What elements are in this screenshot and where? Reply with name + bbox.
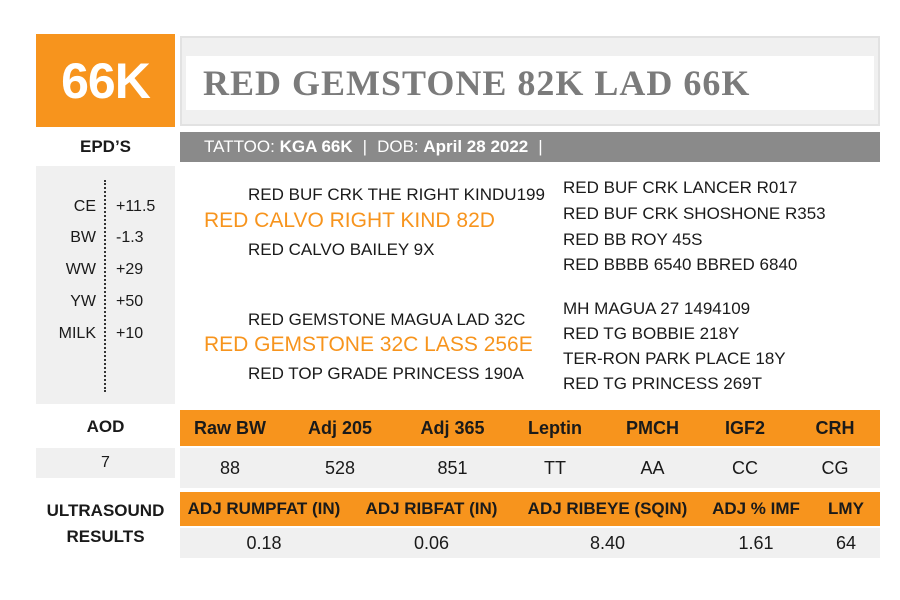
ultrasound-value: 64 [835, 533, 857, 553]
performance-header: PMCH [626, 418, 679, 438]
pedigree-dam-dam-sire: TER-RON PARK PLACE 18Y [563, 349, 786, 368]
epd-trait-value: +50 [116, 293, 144, 310]
pedigree-sire-dam: RED CALVO BAILEY 9X [248, 240, 435, 259]
tattoo-dob-bar [180, 132, 880, 162]
performance-header: Raw BW [194, 418, 266, 438]
epd-trait-name: CE [73, 198, 96, 215]
ultrasound-header: ADJ % IMF [712, 499, 800, 518]
epd-trait-value: +11.5 [116, 198, 156, 215]
performance-header: CRH [815, 418, 855, 438]
performance-value: 851 [437, 458, 468, 478]
tattoo-label: TATTOO: [204, 137, 275, 156]
performance-value: 88 [219, 458, 241, 478]
epd-trait-name: YW [70, 293, 96, 310]
epd-trait-name: BW [70, 229, 96, 246]
pedigree-sire: RED CALVO RIGHT KIND 82D [204, 209, 495, 232]
ultrasound-value: 8.40 [589, 533, 626, 553]
aod-value: 7 [101, 454, 110, 471]
ultrasound-label [36, 496, 175, 552]
separator: | [538, 137, 543, 156]
pedigree-dam-dam: RED TOP GRADE PRINCESS 190A [248, 364, 524, 383]
separator: | [362, 137, 368, 156]
pedigree-sire-dam-dam: RED BBBB 6540 BBRED 6840 [563, 255, 798, 274]
pedigree-sire-dam-sire: RED BB ROY 45S [563, 230, 703, 249]
performance-value: AA [640, 458, 665, 478]
tattoo-value: KGA 66K [279, 137, 353, 156]
pedigree-dam-sire: RED GEMSTONE MAGUA LAD 32C [248, 310, 526, 329]
ultrasound-value: 0.18 [246, 533, 282, 553]
performance-value: CC [732, 458, 758, 478]
performance-header: IGF2 [724, 418, 765, 438]
dob-label: DOB: [377, 137, 419, 156]
ultrasound-header: LMY [828, 499, 864, 518]
performance-value: 528 [324, 458, 356, 478]
pedigree-sire-sire: RED BUF CRK THE RIGHT KINDU199 [248, 185, 545, 204]
ultrasound-value: 1.61 [738, 533, 774, 553]
dob-value: April 28 2022 [423, 137, 529, 156]
epd-trait-value: +10 [116, 325, 144, 342]
pedigree-dam-dam-dam: RED TG PRINCESS 269T [563, 374, 763, 393]
aod-label: AOD [86, 417, 125, 436]
ultrasound-header: ADJ RIBEYE (SQIN) [527, 499, 688, 518]
ultrasound-label-line2: RESULTS [66, 527, 145, 546]
pedigree-sire-sire-dam: RED BUF CRK SHOSHONE R353 [563, 204, 826, 223]
pedigree-dam: RED GEMSTONE 32C LASS 256E [204, 333, 533, 356]
performance-value: CG [821, 458, 849, 478]
performance-header: Leptin [528, 418, 582, 438]
pedigree-sire-sire-sire: RED BUF CRK LANCER R017 [563, 178, 798, 197]
ultrasound-header: ADJ RUMPFAT (IN) [187, 499, 341, 518]
epd-trait-name: MILK [58, 325, 96, 342]
epd-trait-name: WW [65, 261, 96, 278]
ultrasound-value: 0.06 [413, 533, 450, 553]
ultrasound-label-line1: ULTRASOUND [46, 501, 165, 520]
epd-divider [104, 180, 106, 392]
performance-value: TT [544, 458, 566, 478]
ultrasound-header: ADJ RIBFAT (IN) [365, 499, 498, 518]
animal-name: RED GEMSTONE 82K LAD 66K [203, 63, 751, 103]
epd-label: EPD’S [79, 137, 132, 156]
epd-trait-value: -1.3 [116, 229, 144, 246]
lot-number: 66K [61, 52, 150, 109]
epd-trait-value: +29 [116, 261, 144, 278]
pedigree-dam-sire-dam: RED TG BOBBIE 218Y [563, 324, 740, 343]
pedigree-dam-sire-sire: MH MAGUA 27 1494109 [563, 299, 751, 318]
performance-header: Adj 365 [420, 418, 485, 438]
performance-header: Adj 205 [307, 418, 373, 438]
